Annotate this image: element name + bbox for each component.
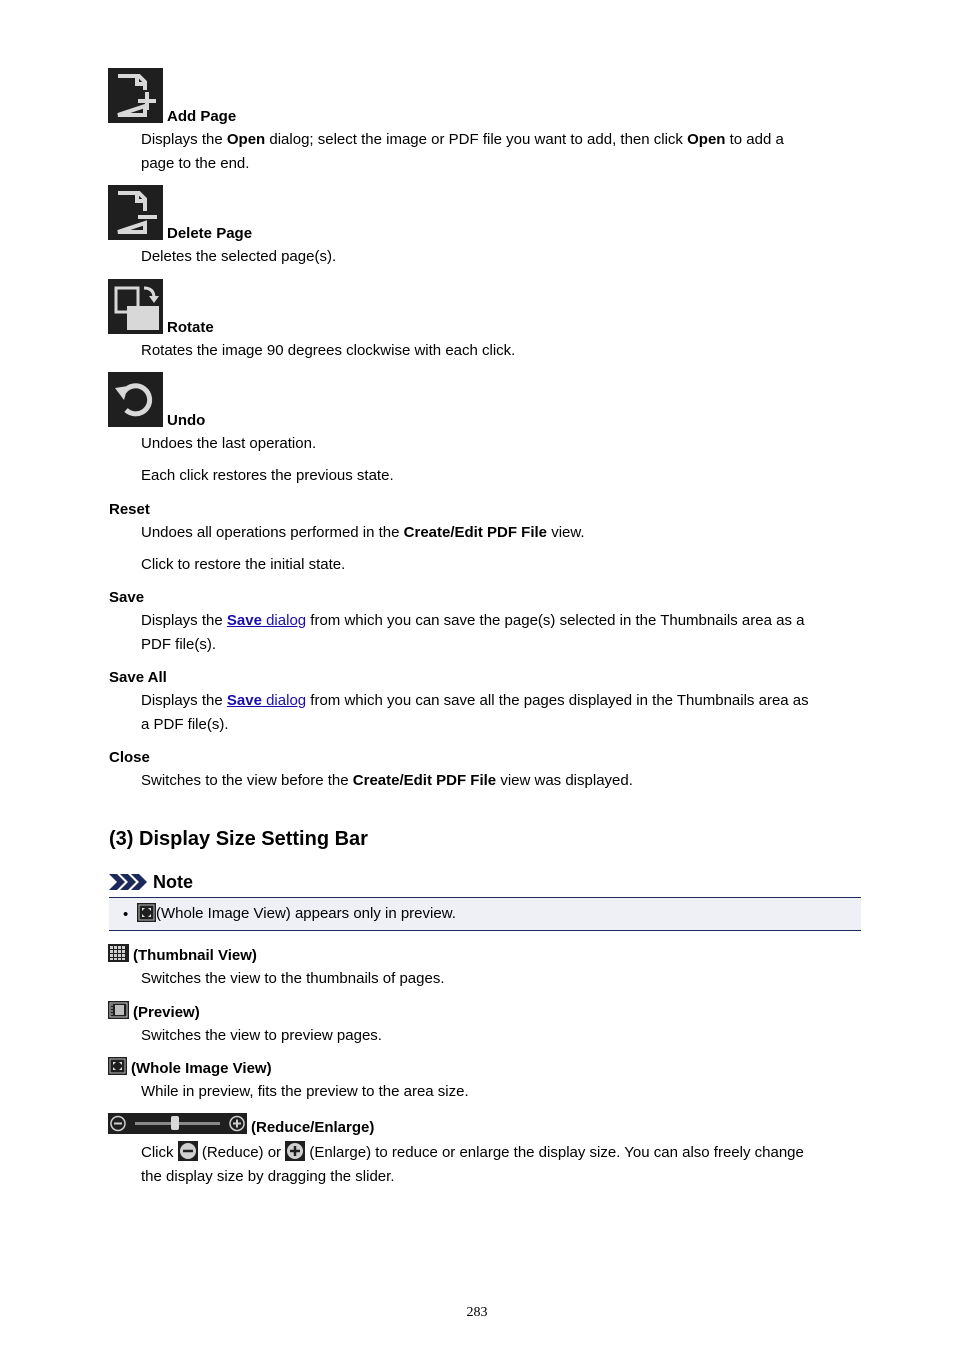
reset-description-2: Click to restore the initial state. — [141, 556, 346, 573]
whole-image-view-description: While in preview, fits the preview to the area size. — [141, 1083, 469, 1100]
undo-description-2: Each click restores the previous state. — [141, 467, 394, 484]
whole-image-view-icon — [137, 903, 156, 922]
save-description-cont: PDF file(s). — [141, 636, 216, 653]
add-page-label: Add Page — [167, 108, 237, 125]
save-description: Displays the Save dialog from which you can save the page(s) selected in the Thumbnails area as a — [141, 612, 805, 629]
save-all-dialog-link[interactable]: Save dialog — [226, 692, 307, 709]
note-arrows-icon — [109, 874, 147, 890]
delete-page-icon[interactable] — [108, 185, 163, 240]
reset-description: Undoes all operations performed in the Create/Edit PDF File view. — [141, 524, 585, 541]
save-term: Save — [109, 589, 145, 606]
add-page-description-cont: page to the end. — [141, 155, 250, 172]
save-all-description-cont: a PDF file(s). — [141, 716, 229, 733]
thumbnail-view-icon[interactable] — [108, 944, 129, 962]
add-page-icon[interactable] — [108, 68, 163, 123]
rotate-label: Rotate — [167, 319, 214, 336]
close-description: Switches to the view before the Create/Edit PDF File view was displayed. — [141, 772, 633, 789]
reset-term: Reset — [109, 501, 150, 518]
note-box — [109, 897, 861, 931]
save-all-term: Save All — [109, 669, 167, 686]
rotate-icon[interactable] — [108, 279, 163, 334]
thumbnail-view-label: (Thumbnail View) — [133, 947, 257, 964]
delete-page-description: Deletes the selected page(s). — [141, 248, 337, 265]
preview-label: (Preview) — [133, 1004, 200, 1021]
undo-description: Undoes the last operation. — [141, 435, 317, 452]
undo-label: Undo — [167, 412, 206, 429]
save-dialog-link[interactable]: Save dialog — [226, 612, 307, 629]
undo-icon[interactable] — [108, 372, 163, 427]
close-term: Close — [109, 749, 150, 766]
whole-image-view-icon[interactable] — [108, 1057, 127, 1075]
section-title: (3) Display Size Setting Bar — [109, 828, 368, 850]
reduce-icon — [178, 1141, 198, 1161]
preview-icon[interactable] — [108, 1001, 129, 1019]
note-text: (Whole Image View) appears only in preview. — [156, 905, 456, 922]
reduce-enlarge-description: Click (Reduce) or (Enlarge) to reduce or enlarge the display size. You can also freely change — [141, 1141, 804, 1165]
reduce-enlarge-slider-icon[interactable] — [108, 1113, 247, 1134]
whole-image-view-label: (Whole Image View) — [131, 1060, 272, 1077]
thumbnail-view-description: Switches the view to the thumbnails of pages. — [141, 970, 445, 987]
add-page-description: Displays the Open dialog; select the image or PDF file you want to add, then click Open to add a — [141, 131, 784, 148]
delete-page-label: Delete Page — [167, 225, 253, 242]
rotate-description: Rotates the image 90 degrees clockwise with each click. — [141, 342, 516, 359]
enlarge-icon — [285, 1141, 305, 1161]
note-heading — [109, 871, 193, 893]
reduce-enlarge-description-cont: the display size by dragging the slider. — [141, 1168, 395, 1185]
note-bullet: • — [123, 906, 129, 923]
preview-description: Switches the view to preview pages. — [141, 1027, 382, 1044]
save-all-description: Displays the Save dialog from which you can save all the pages displayed in the Thumbnails area as — [141, 692, 809, 709]
page-number: 283 — [466, 1305, 488, 1320]
reduce-enlarge-label: (Reduce/Enlarge) — [251, 1119, 375, 1136]
note-title: Note — [153, 872, 193, 892]
